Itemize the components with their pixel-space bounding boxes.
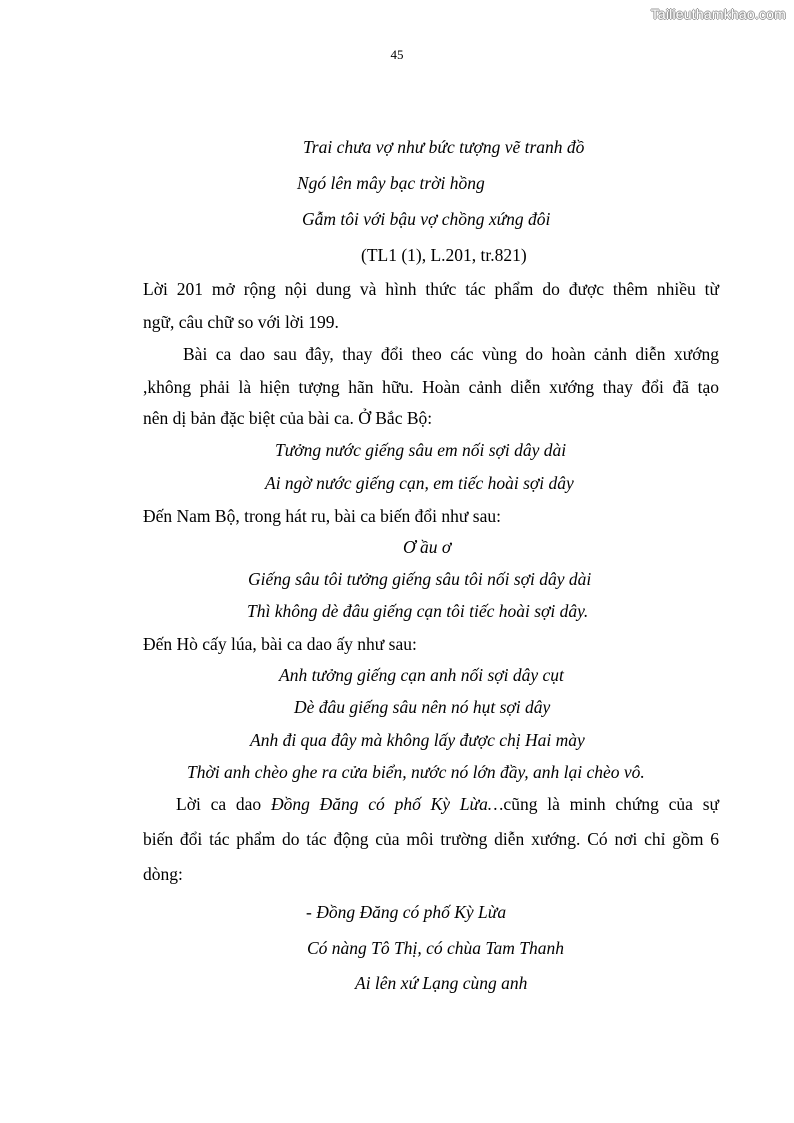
- text-segment: cũng là minh chứng của sự: [503, 794, 720, 814]
- paragraph-line: Đến Hò cấy lúa, bài ca dao ấy như sau:: [143, 634, 417, 654]
- verse-line: Dè đâu giếng sâu nên nó hụt sợi dây: [294, 697, 551, 717]
- verse-line: Thời anh chèo ghe ra cửa biển, nước nó lớn đầy, anh lại chèo vô.: [187, 762, 645, 782]
- paragraph-line: nên dị bản đặc biệt của bài ca. Ở Bắc Bộ:: [143, 408, 433, 428]
- paragraph-line: Bài ca dao sau đây, thay đổi theo các vùng do hoàn cảnh diễn xướng: [183, 344, 719, 364]
- text-segment: Lời ca dao: [176, 794, 271, 814]
- citation: (TL1 (1), L.201, tr.821): [361, 245, 527, 265]
- paragraph-line: Đến Nam Bộ, trong hát ru, bài ca biến đổi như sau:: [143, 506, 501, 526]
- paragraph-line: ,không phải là hiện tượng hãn hữu. Hoàn cảnh diễn xướng thay đổi đã tạo: [143, 377, 719, 397]
- paragraph-line: biến đổi tác phẩm do tác động của môi trường diễn xướng. Có nơi chỉ gồm 6: [143, 829, 719, 849]
- verse-line: - Đồng Đăng có phố Kỳ Lừa: [306, 902, 507, 922]
- verse-line: Tưởng nước giếng sâu em nối sợi dây dài: [275, 440, 567, 460]
- verse-line: Ai lên xứ Lạng cùng anh: [355, 973, 528, 993]
- paragraph-line: Lời 201 mở rộng nội dung và hình thức tác phẩm do được thêm nhiều từ: [143, 279, 719, 299]
- verse-line: Ngó lên mây bạc trời hồng: [297, 173, 485, 193]
- verse-line: Gẫm tôi với bậu vợ chồng xứng đôi: [302, 209, 551, 229]
- text-segment-italic: Đồng Đăng có phố Kỳ Lừa…: [270, 794, 504, 814]
- watermark-text: Tailieuthamkhao.com: [650, 6, 786, 22]
- verse-line: Trai chưa vợ như bức tượng vẽ tranh đồ: [303, 137, 585, 157]
- verse-line: Có nàng Tô Thị, có chùa Tam Thanh: [307, 938, 565, 958]
- page-number: 45: [390, 47, 404, 62]
- verse-line: Ơ ầu ơ: [403, 537, 452, 557]
- verse-line: Thì không dè đâu giếng cạn tôi tiếc hoài sợi dây.: [247, 601, 589, 621]
- verse-line: Giếng sâu tôi tưởng giếng sâu tôi nối sợi dây dài: [248, 569, 592, 589]
- verse-line: Anh tưởng giếng cạn anh nối sợi dây cụt: [279, 665, 564, 685]
- paragraph-line: dòng:: [143, 864, 183, 884]
- paragraph-line: ngữ, câu chữ so với lời 199.: [143, 312, 339, 332]
- verse-line: Anh đi qua đây mà không lấy được chị Hai mày: [250, 730, 585, 750]
- verse-line: Ai ngờ nước giếng cạn, em tiếc hoài sợi dây: [265, 473, 574, 493]
- paragraph-line: [176, 793, 719, 815]
